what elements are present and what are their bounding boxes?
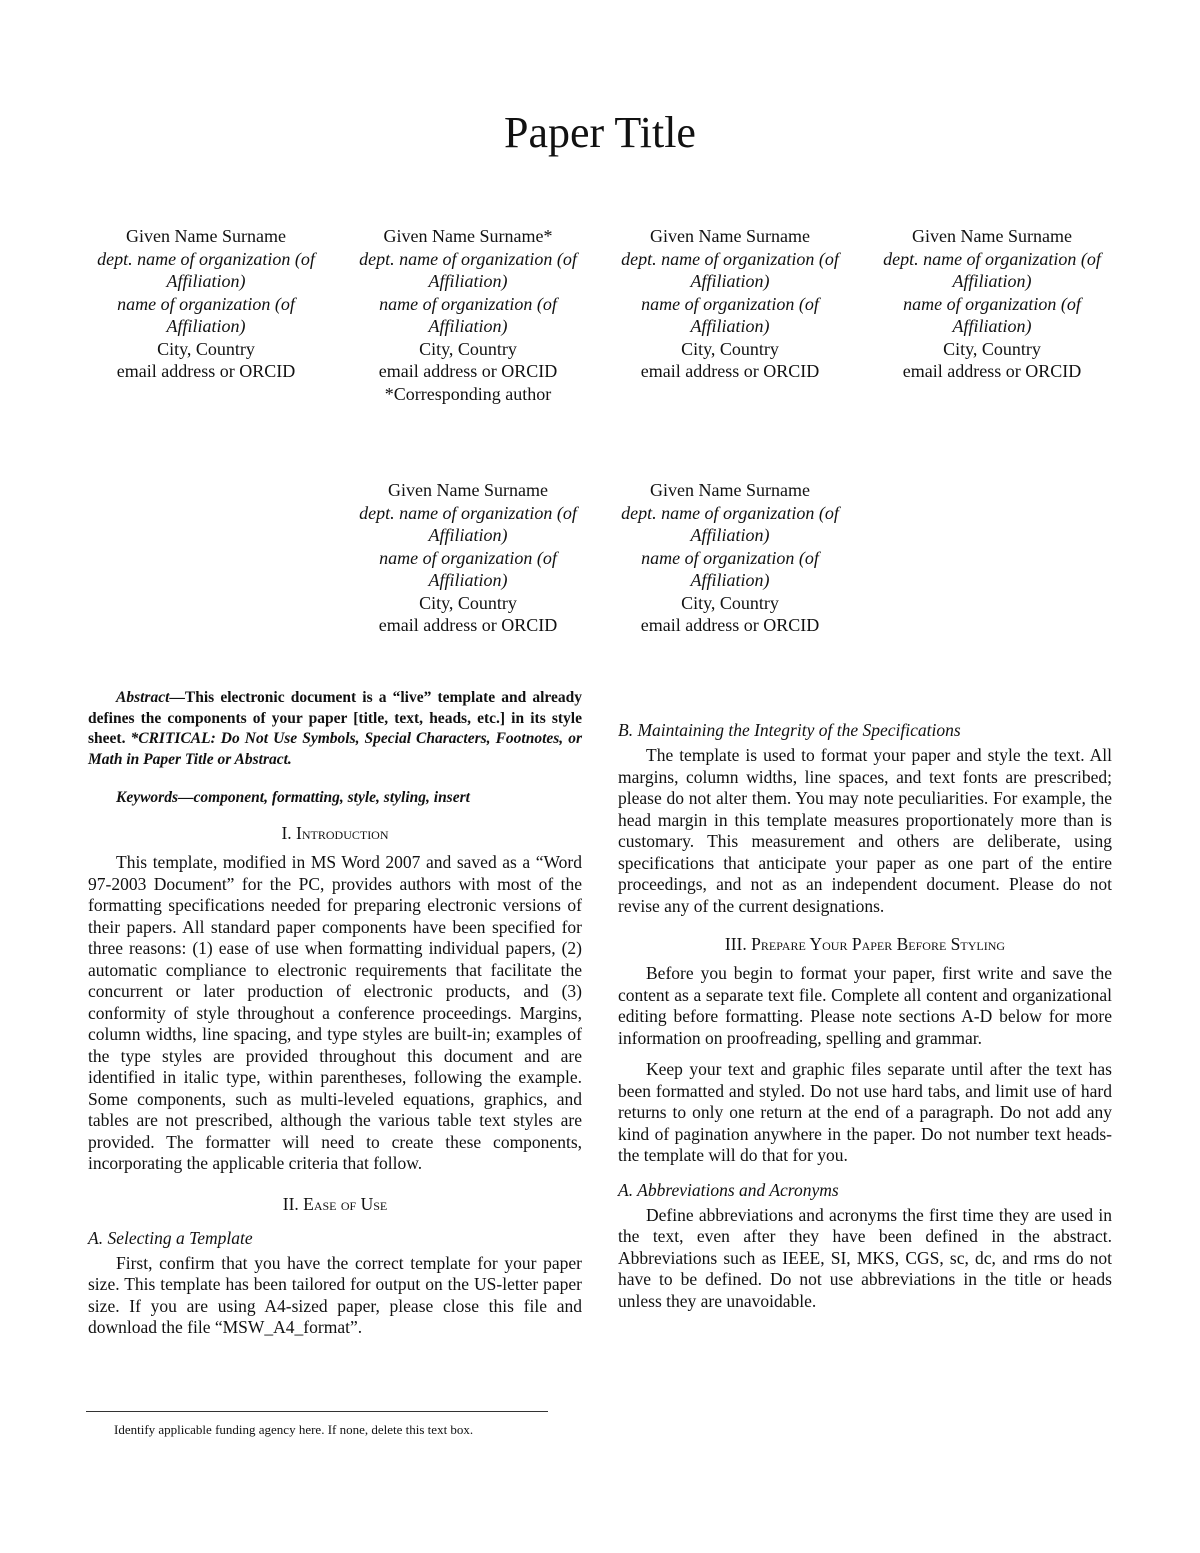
- author-org: name of organization (of Affiliation): [641, 547, 819, 590]
- subsection-heading-abbreviations: A. Abbreviations and Acronyms: [618, 1179, 839, 1200]
- author-org: name of organization (of Affiliation): [117, 293, 295, 336]
- right-column: [618, 719, 1112, 1312]
- funding-footnote: Identify applicable funding agency here. If none, delete this text box.: [114, 1422, 474, 1437]
- author-email: email address or ORCID: [640, 361, 820, 381]
- left-column: [88, 688, 582, 1339]
- author-email: email address or ORCID: [902, 361, 1082, 381]
- author-block-2: [344, 225, 592, 405]
- author-city: City, Country: [419, 338, 517, 359]
- author-dept: dept. name of organization (of Affiliation): [359, 502, 577, 545]
- author-email: email address or ORCID: [640, 615, 820, 635]
- author-city: City, Country: [943, 338, 1041, 359]
- author-dept: dept. name of organization (of Affiliation): [97, 248, 315, 291]
- author-dept: dept. name of organization (of Affiliation): [359, 248, 577, 291]
- corresponding-note: *Corresponding author: [384, 383, 552, 404]
- author-city: City, Country: [157, 338, 255, 359]
- author-org: name of organization (of Affiliation): [379, 293, 557, 336]
- paper-title: Paper Title: [504, 108, 696, 157]
- author-city: City, Country: [681, 338, 779, 359]
- abstract-label: Abstract: [116, 689, 170, 706]
- author-name: Given Name Surname: [388, 480, 548, 500]
- author-name: Given Name Surname: [650, 480, 810, 500]
- author-block-6: [606, 479, 854, 637]
- author-org: name of organization (of Affiliation): [903, 293, 1081, 336]
- author-dept: dept. name of organization (of Affiliation): [883, 248, 1101, 291]
- subsection-heading-integrity: B. Maintaining the Integrity of the Specifications: [618, 720, 961, 740]
- prepare-paragraph-2: Keep your text and graphic files separate until after the text has been formatted and styled. Do not use hard tabs, and limit use of hard returns to only one return at the end of a paragraph. Do not add any kind of pagination anywhere in the paper. Do not number text heads-the template will do that for you.: [618, 1059, 1112, 1165]
- author-block-4: [868, 225, 1116, 383]
- author-org: name of organization (of Affiliation): [641, 293, 819, 336]
- author-email: email address or ORCID: [116, 361, 296, 381]
- abstract: [88, 688, 582, 770]
- author-name: Given Name Surname: [126, 226, 286, 246]
- integrity-paragraph: The template is used to format your paper and style the text. All margins, column widths, line spaces, and text fonts are prescribed; please do not alter them. You may note peculiarities. For example, the head margin in this template measures proportionately more than is customary. This measurement and others are deliberate, using specifications that anticipate your paper as one part of the entire proceedings, and not as an independent document. Please do not revise any of the current designations.: [618, 745, 1112, 916]
- section-heading-introduction: I. Introduction: [281, 823, 389, 843]
- author-city: City, Country: [681, 592, 779, 613]
- prepare-paragraph-1: Before you begin to format your paper, first write and save the content as a separate text file. Complete all content and organizational editing before formatting. Please note sections A-D below for more information on proofreading, spelling and grammar.: [618, 963, 1112, 1048]
- intro-paragraph: This template, modified in MS Word 2007 and saved as a “Word 97-2003 Document” for the PC, provides authors with most of the formatting specifications needed for preparing electronic versions of their papers. All standard paper components have been specified for three reasons: (1) ease of use when formatting individual papers, (2) automatic compliance to electronic requirements that facilitate the concurrent or later production of electronic products, and (3) conformity of style throughout a conference proceedings. Margins, column widths, line spacing, and type styles are built-in; examples of the type styles are provided throughout this document and are identified in italic type, within parentheses, following the example. Some components, such as multi-leveled equations, graphics, and tables are not prescribed, although the various table text styles are provided. The formatter will need to create these components, incorporating the applicable criteria that follow.: [88, 852, 582, 1173]
- keywords-text: —component, formatting, style, styling, insert: [178, 789, 470, 806]
- keywords: [88, 788, 582, 808]
- author-dept: dept. name of organization (of Affiliation): [621, 248, 839, 291]
- author-block-5: [344, 479, 592, 637]
- author-name: Given Name Surname: [650, 226, 810, 246]
- author-block-3: [606, 225, 854, 383]
- author-name: Given Name Surname*: [383, 226, 553, 246]
- author-block-1: [82, 225, 330, 383]
- selecting-template-paragraph: First, confirm that you have the correct template for your paper size. This template has been tailored for output on the US-letter paper size. If you are using A4-sized paper, please close this file and download the file “MSW_A4_format”.: [88, 1252, 582, 1337]
- author-dept: dept. name of organization (of Affiliation): [621, 502, 839, 545]
- abstract-text: —This electronic document is a “live” template and already defines the components of your paper [title, text, heads, etc.] in its style sheet.: [88, 689, 582, 747]
- author-email: email address or ORCID: [378, 361, 558, 381]
- author-city: City, Country: [419, 592, 517, 613]
- keywords-label: Keywords: [116, 789, 178, 806]
- section-heading-ease-of-use: II. Ease of Use: [282, 1193, 388, 1214]
- abbreviations-paragraph: Define abbreviations and acronyms the first time they are used in the text, even after they have been defined in the abstract. Abbreviations such as IEEE, SI, MKS, CGS, sc, dc, and rms do not have to be defined. Do not use abbreviations in the title or heads unless they are unavoidable.: [618, 1204, 1112, 1311]
- author-name: Given Name Surname: [912, 226, 1072, 246]
- author-email: email address or ORCID: [378, 615, 558, 635]
- abstract-critical: *CRITICAL: Do Not Use Symbols, Special Characters, Footnotes, or Math in Paper Title or Abstract.: [88, 730, 583, 768]
- section-heading-prepare-paper: III. Prepare Your Paper Before Styling: [724, 934, 1006, 954]
- footnote-rule: [86, 1411, 548, 1412]
- author-org: name of organization (of Affiliation): [379, 547, 557, 590]
- subsection-heading-selecting-template: A. Selecting a Template: [88, 1227, 253, 1248]
